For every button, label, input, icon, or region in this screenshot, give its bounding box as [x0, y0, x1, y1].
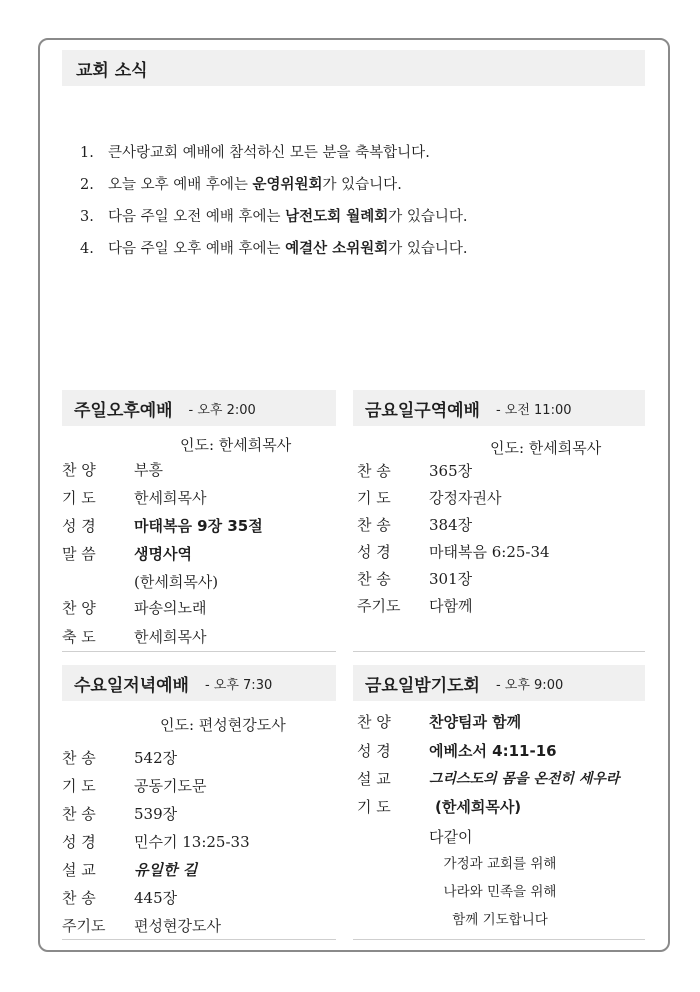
news-item: 4. 다음 주일 오후 예배 후에는 예결산 소위원회가 있습니다. — [80, 241, 468, 257]
order-row: 축 도 한세희목사 — [62, 628, 207, 646]
order-row: 기 도 공동기도문 — [62, 777, 207, 795]
order-row: 찬 양 부흥 — [62, 461, 163, 479]
order-row: 성 경 마태복음 9장 35절 — [62, 517, 263, 535]
order-row: 기 도 (한세희목사) — [357, 798, 522, 816]
order-row: 성 경 민수기 13:25-33 — [62, 833, 250, 851]
friday-am-order — [357, 460, 642, 622]
friday-night-time: - 오후 9:00 — [495, 677, 564, 693]
order-row: 설 교 유일한 길 — [62, 861, 198, 879]
order-row: 찬 송 539장 — [62, 805, 178, 823]
order-row: 주기도 편성현강도사 — [62, 917, 221, 935]
news-title: 교회 소식 — [76, 60, 148, 81]
sunday-pm-time: - 오후 2:00 — [188, 402, 256, 418]
sunday-pm-title: 주일오후예배 — [74, 400, 173, 421]
order-row: 찬 송 365장 — [357, 462, 473, 480]
order-row: 주기도 다함께 — [357, 597, 473, 615]
sunday-pm-header — [62, 390, 336, 426]
news-item: 1. 큰사랑교회 예배에 참석하신 모든 분을 축복합니다. — [80, 145, 430, 161]
news-item: 2. 오늘 오후 예배 후에는 운영위원회가 있습니다. — [80, 177, 402, 193]
prayer-line: 나라와 민족을 위해 — [443, 884, 557, 900]
sunday-pm-leader: 인도: 한세희목사 — [180, 436, 292, 454]
friday-night-header — [353, 665, 645, 701]
friday-night-title: 금요일밤기도회 — [365, 675, 480, 696]
friday-am-header — [353, 390, 645, 426]
divider — [62, 939, 336, 940]
order-row: 찬 양 파송의노래 — [62, 599, 207, 617]
friday-night-order — [357, 711, 647, 854]
order-row: 성 경 에베소서 4:11-16 — [357, 742, 557, 760]
friday-am-time: - 오전 11:00 — [495, 402, 572, 418]
order-row: 기 도 강정자권사 — [357, 489, 502, 507]
order-row: 다같이 — [429, 828, 473, 846]
news-item: 3. 다음 주일 오전 예배 후에는 남전도회 월례회가 있습니다. — [80, 209, 468, 225]
divider — [62, 651, 336, 652]
wednesday-pm-header — [62, 665, 336, 701]
order-row: 성 경 마태복음 6:25-34 — [357, 543, 550, 561]
prayer-topics — [410, 850, 590, 934]
order-row: (한세희목사) — [134, 573, 219, 591]
news-list — [80, 140, 468, 268]
order-row: 찬 송 301장 — [357, 570, 473, 588]
news-header — [62, 50, 645, 86]
wednesday-pm-leader: 인도: 편성현강도사 — [160, 716, 286, 734]
sunday-pm-order — [62, 459, 332, 654]
friday-am-leader: 인도: 한세희목사 — [490, 439, 602, 457]
order-row: 찬 송 542장 — [62, 749, 178, 767]
divider — [353, 939, 645, 940]
order-row: 찬 송 445장 — [62, 889, 178, 907]
order-row: 말 씀 생명사역 — [62, 545, 192, 563]
order-row: 찬 양 찬양팀과 함께 — [357, 713, 522, 731]
wednesday-pm-time: - 오후 7:30 — [204, 677, 273, 693]
divider — [353, 651, 645, 652]
order-row: 설 교 그리스도의 몸을 온전히 세우라 — [357, 770, 620, 788]
wednesday-pm-order — [62, 747, 332, 943]
order-row: 찬 송 384장 — [357, 516, 473, 534]
friday-am-title: 금요일구역예배 — [365, 400, 480, 421]
order-row: 기 도 한세희목사 — [62, 489, 207, 507]
prayer-line: 가정과 교회를 위해 — [443, 856, 557, 872]
wednesday-pm-title: 수요일저녁예배 — [74, 675, 189, 696]
prayer-line: 함께 기도합니다 — [452, 912, 548, 928]
